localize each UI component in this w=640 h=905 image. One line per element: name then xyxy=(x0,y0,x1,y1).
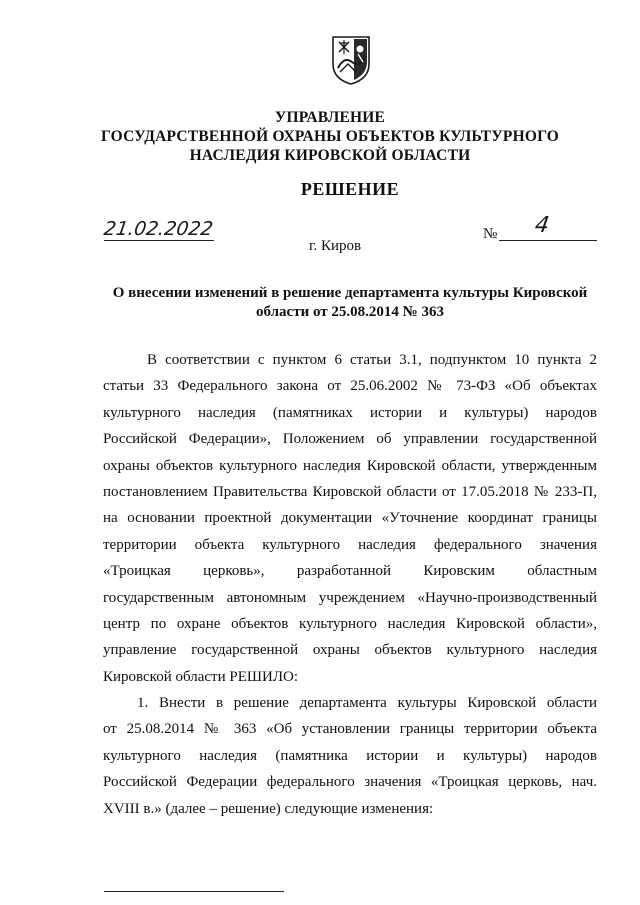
document-type-title: РЕШЕНИЕ xyxy=(300,179,400,199)
coat-of-arms-icon xyxy=(330,34,372,86)
subject-line: О внесении изменений в решение департамента культуры Кировской xyxy=(112,285,588,301)
body-line: XVIII в.» (далее – решение) следующие изменения: xyxy=(103,800,434,817)
city: г. Киров xyxy=(309,238,362,254)
body-line: управление государственной охраны объектов культурного наследия xyxy=(103,642,597,659)
decision-number: 4 xyxy=(533,213,551,238)
header-line: УПРАВЛЕНИЕ xyxy=(274,109,386,126)
document-body xyxy=(103,347,597,822)
footnote-divider xyxy=(104,891,284,892)
header-line: ГОСУДАРСТВЕННОЙ ОХРАНЫ ОБЪЕКТОВ КУЛЬТУРНОГО xyxy=(100,128,560,145)
body-line: Российской Федерации федерального значения «Троицкая церковь, нач. xyxy=(103,774,597,791)
body-line: «Троицкая церковь», разработанной Кировским областным xyxy=(103,563,597,580)
date-underline xyxy=(104,240,214,241)
number-label: № xyxy=(483,226,498,242)
body-line: культурного наследия (памятниках истории и культуры) народов xyxy=(103,404,597,421)
body-line: на основании проектной документации «Уточнение координат границы xyxy=(103,510,597,527)
body-line: статьи 33 Федерального закона от 25.06.2002 № 73-ФЗ «Об объектах xyxy=(103,378,597,395)
header-line: НАСЛЕДИЯ КИРОВСКОЙ ОБЛАСТИ xyxy=(189,147,471,164)
body-line: центр по охране объектов культурного наследия Кировской области», xyxy=(103,615,597,632)
decision-date: 21.02.2022 xyxy=(102,218,215,240)
body-line: В соответствии с пунктом 6 статьи 3.1, подпунктом 10 пункта 2 xyxy=(147,352,597,368)
body-line: от 25.08.2014 № 363 «Об установлении границы территории объекта xyxy=(103,721,597,738)
body-line: Российской Федерации», Положением об управлении государственной xyxy=(103,431,597,448)
body-line: 1. Внести в решение департамента культуры Кировской области xyxy=(137,695,597,712)
body-line: Кировской области РЕШИЛО: xyxy=(103,668,299,685)
subject-line: области от 25.08.2014 № 363 xyxy=(256,304,444,320)
number-underline xyxy=(499,240,597,241)
body-line: государственным автономным учреждением «Научно-производственный xyxy=(103,589,597,606)
body-line: постановлением Правительства Кировской области от 17.05.2018 № 233-П, xyxy=(103,483,597,500)
body-line: культурного наследия (памятника истории и культуры) народов xyxy=(103,747,597,764)
body-line: территории объекта культурного наследия федерального значения xyxy=(103,536,597,553)
document-subject xyxy=(100,284,600,322)
authority-header xyxy=(80,108,580,165)
body-line: охраны объектов культурного наследия Кировской области, утвержденным xyxy=(103,457,597,474)
